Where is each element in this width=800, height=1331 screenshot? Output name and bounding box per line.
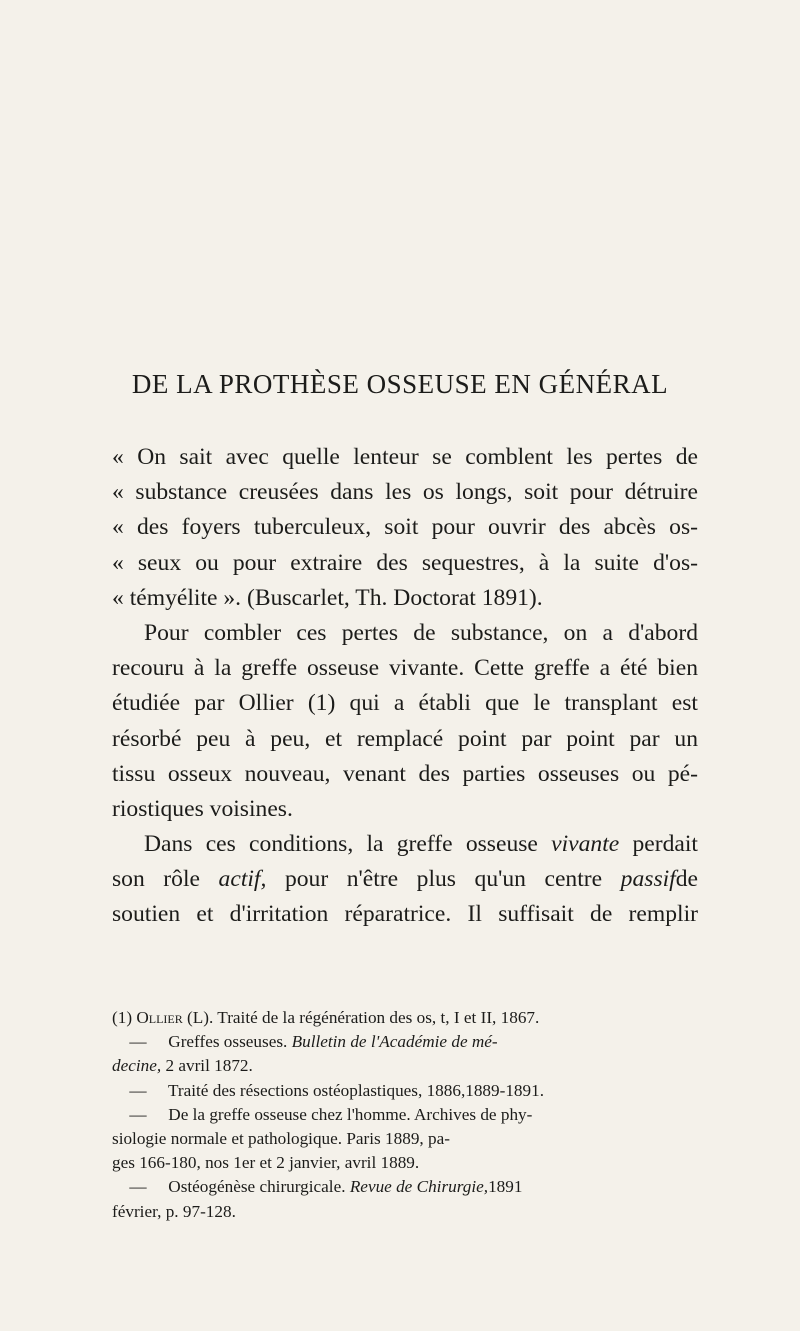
text-line: « substance creusées dans les os longs, soit pour détruire [112,479,698,506]
text-line: « seux ou pour extraire des sequestres, à la suite d'os- [112,549,698,576]
text-line: soutien et d'irritation réparatrice. Il suffisait de remplir [112,901,698,928]
text-line [112,827,698,862]
body-text [112,440,698,933]
footnote-dash: — [129,1080,147,1100]
footnote-line [112,1006,698,1030]
footnotes [112,1006,698,1224]
footnote-text: Greffes osseuses. [168,1032,288,1052]
footnote-dash: — [129,1104,147,1124]
text-line: « des foyers tuberculeux, soit pour ouvrir des abcès os- [112,514,698,541]
footnote-text: Traité des résections ostéoplastiques, 1886,1889-1891. [168,1080,545,1100]
footnote-title: Bulletin de l'Académie de mé- [291,1032,498,1052]
italic-run: vivante [551,831,620,858]
text-run: pour n'être plus qu'un centre [284,866,603,893]
text-line: recouru à la greffe osseuse vivante. Cette greffe a été bien [112,655,698,682]
italic-run: actif, [218,866,267,893]
text-line: résorbé peu à peu, et remplacé point par point par un [112,725,698,752]
italic-run: passif [620,866,676,893]
footnote-dash: — [129,1177,147,1197]
footnote-line [112,1030,698,1054]
text-line: Pour combler ces pertes de substance, on a d'abord [144,619,698,646]
footnote-author: Ollier (L). [136,1008,214,1027]
footnote-line: siologie normale et pathologique. Paris 1889, pa- [112,1128,450,1148]
footnote-line [112,1054,698,1078]
footnote-text: 2 avril 1872. [165,1056,253,1076]
footnote-line [112,1079,698,1103]
text-run: de [675,866,699,893]
text-run: Dans ces conditions, la greffe osseuse [144,831,538,858]
footnote-text: Ostéogénèse chirurgicale. [168,1177,346,1197]
text-run: son rôle [112,866,200,893]
text-line: « témyélite ». (Buscarlet, Th. Doctorat 1891). [112,584,543,611]
footnote-title: Revue de Chirurgie, [349,1177,489,1197]
footnote-dash: — [129,1032,147,1052]
text-line: « On sait avec quelle lenteur se comblent les pertes de [112,444,698,470]
text-line: tissu osseux nouveau, venant des parties osseuses ou pé- [112,760,698,787]
text-line: étudiée par Ollier (1) qui a établi que le transplant est [112,690,698,717]
footnote-text: De la greffe osseuse chez l'homme. Archives de phy- [168,1104,533,1124]
footnote-title: decine, [112,1056,162,1076]
footnote-marker: (1) [112,1008,133,1027]
text-line [112,862,698,897]
footnote-line: ges 166-180, nos 1er et 2 janvier, avril 1889. [112,1153,420,1173]
text-run: perdait [632,831,698,858]
footnote-text: Traité de la régénération des os, t, I et II, 1867. [217,1008,540,1027]
footnote-line [112,1175,698,1199]
footnote-text: 1891 [488,1177,523,1197]
running-head: DE LA PROTHÈSE OSSEUSE EN GÉNÉRAL [131,369,669,399]
footnote-line [112,1103,698,1127]
footnote-line: février, p. 97-128. [112,1201,236,1221]
text-line: riostiques voisines. [112,795,293,822]
